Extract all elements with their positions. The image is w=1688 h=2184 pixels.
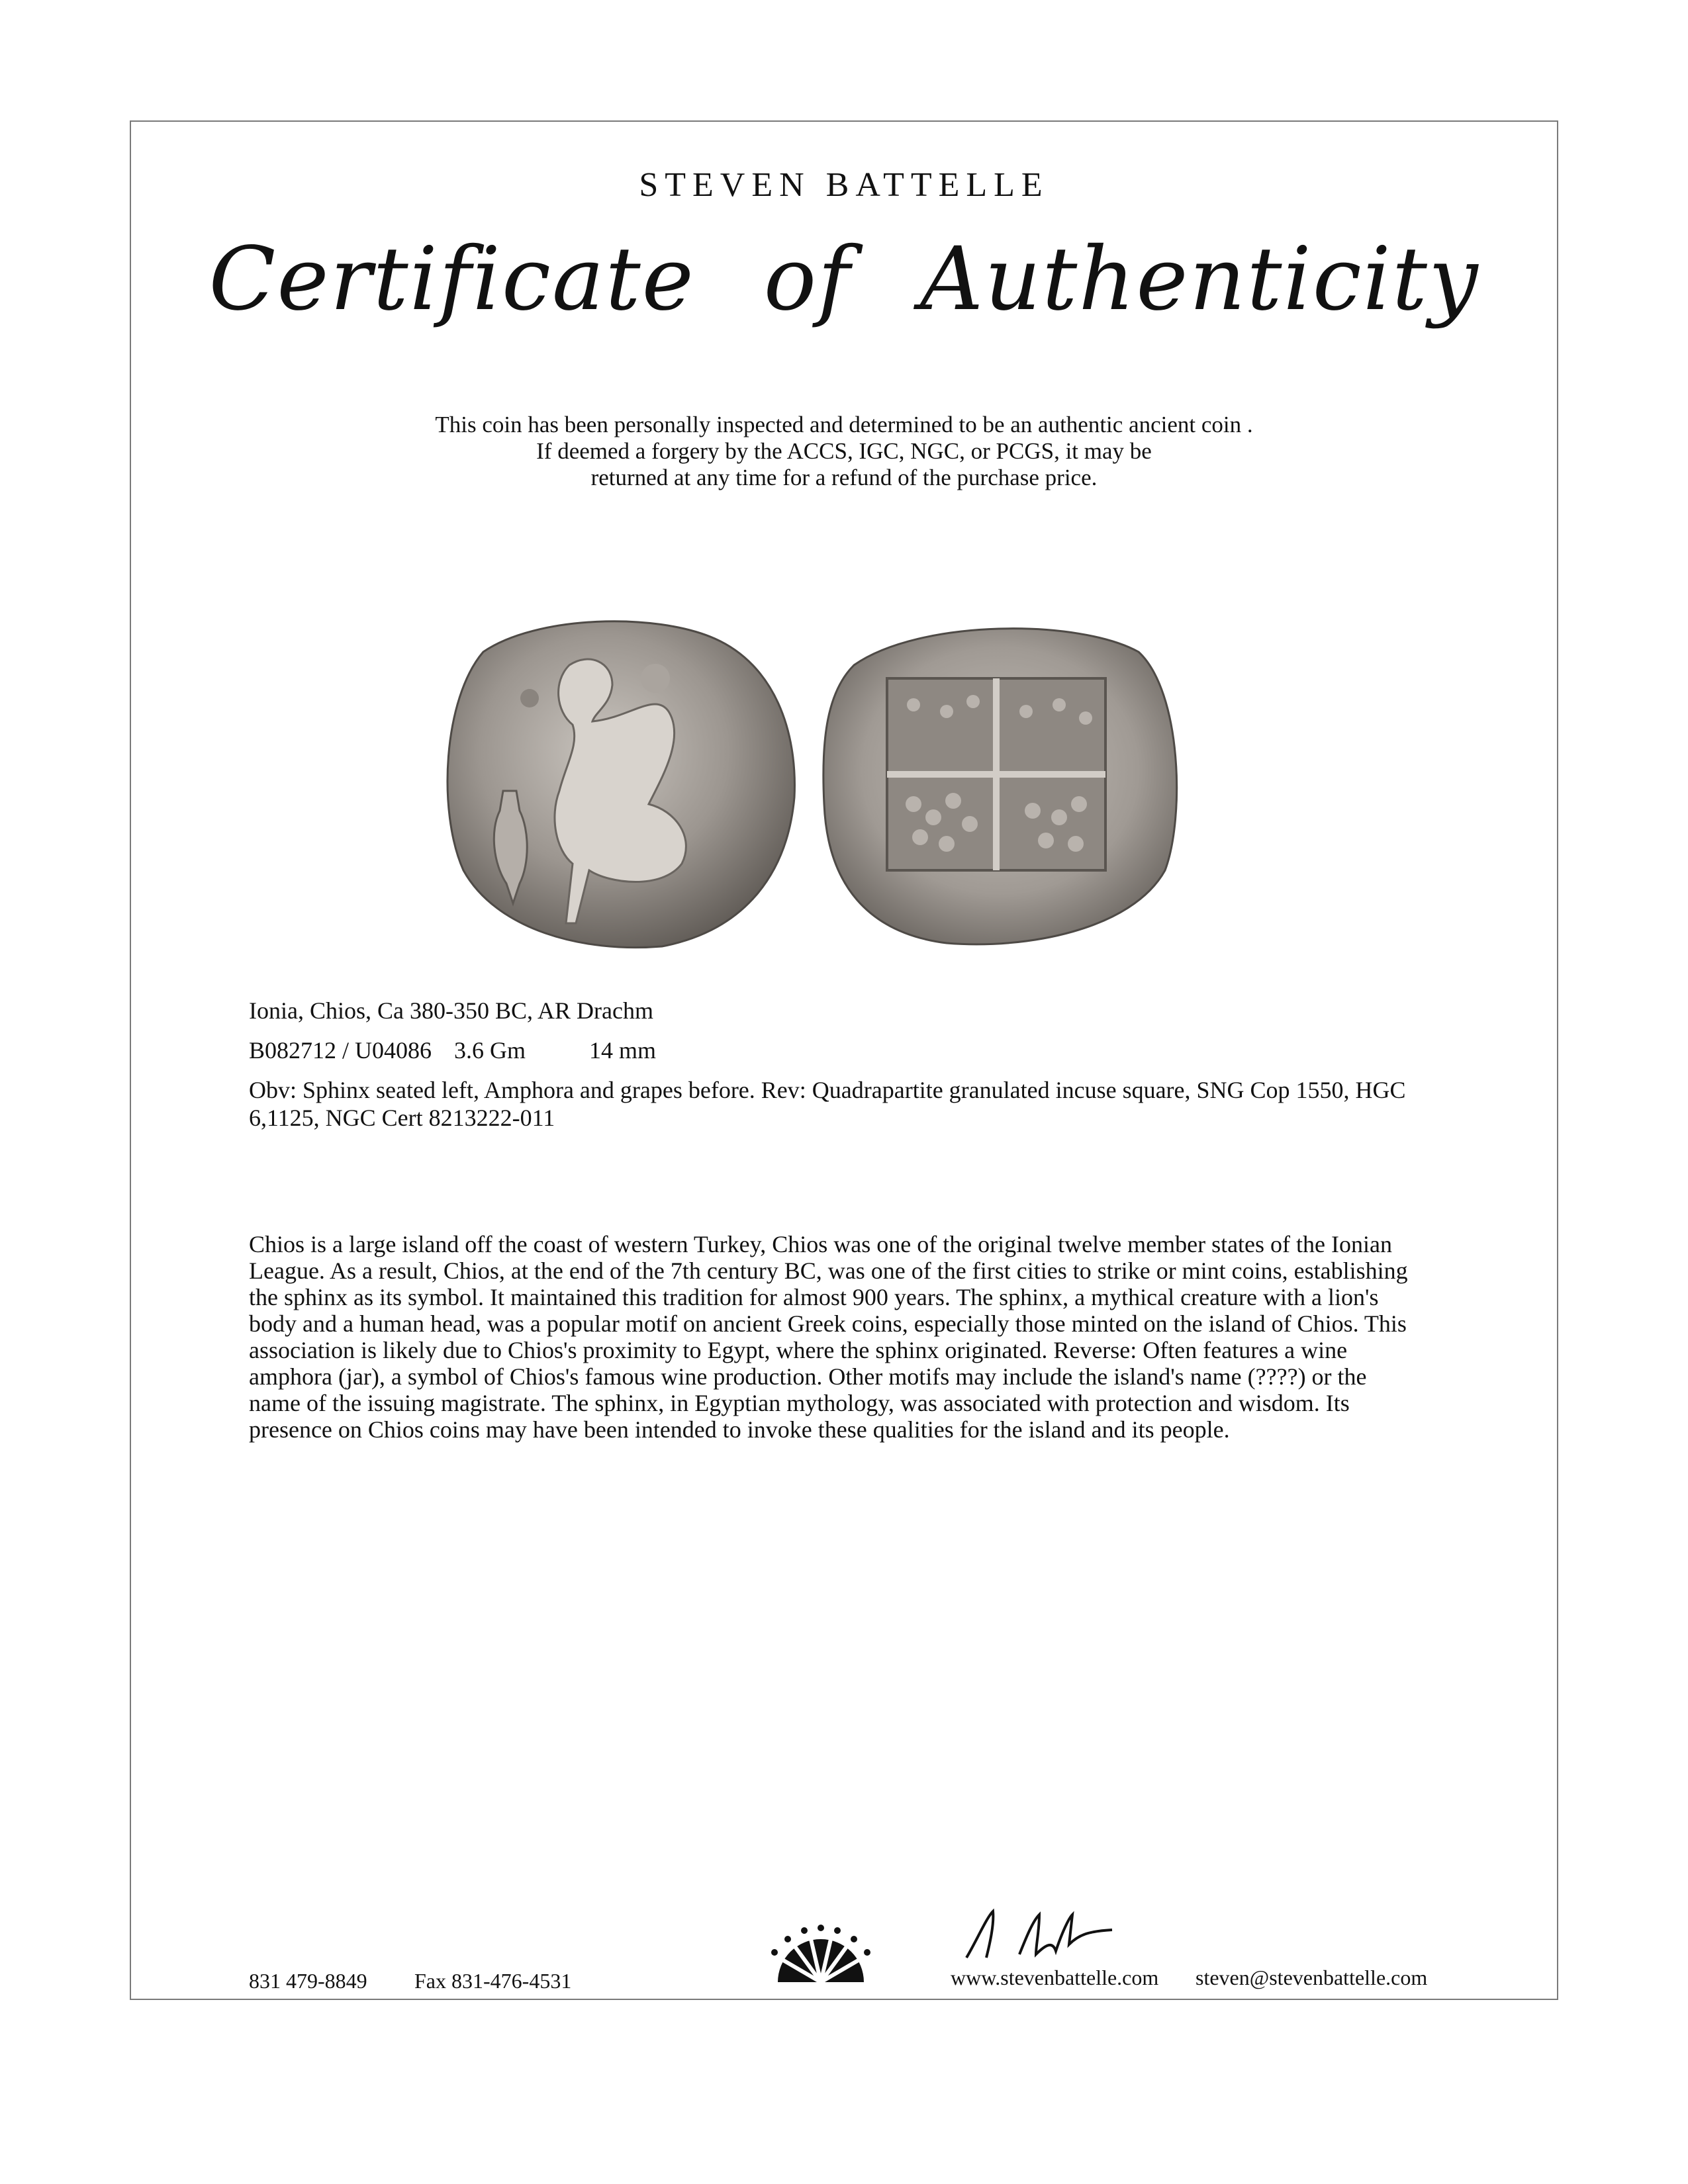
footer-website[interactable]: www.stevenbattelle.com bbox=[951, 1966, 1159, 1989]
footer-email[interactable]: steven@stevenbattelle.com bbox=[1196, 1966, 1428, 1989]
sunburst-logo-icon bbox=[765, 1923, 877, 1989]
brand-name: STEVEN BATTELLE bbox=[639, 166, 1049, 204]
coin-history: Chios is a large island off the coast of western Turkey, Chios was one of the original twelve member states of the Ionian League. As a result, Chios, at the end of the 7th century BC, was one of the first cities to strike or mint coins, establishing the sphinx as its symbol. It maintained this tradition for almost 900 years. The sphinx, a mythical creature with a lion's body and a human head, was a popular motif on ancient Greek coins, especially those minted on the island of Chios. This association is likely due to Chios's proximity to Egypt, where the sphinx originated. Reverse: Often features a wine amphora (jar), a symbol of Chios's famous wine production. Other motifs may include the island's name (????) or the name of the issuing magistrate. The sphinx, in Egyptian mythology, was associated with protection and wisdom. Its presence on Chios coins may have been intended to invoke these qualities for the island and its people. bbox=[249, 1231, 1408, 1443]
coin-title: Ionia, Chios, Ca 380-350 BC, AR Drachm bbox=[249, 997, 653, 1024]
signature-icon bbox=[947, 1905, 1119, 1971]
coin-weight: 3.6 Gm bbox=[454, 1037, 526, 1064]
coin-diameter: 14 mm bbox=[589, 1037, 657, 1064]
coin-obverse-image bbox=[437, 612, 798, 950]
disclaimer-line-2: If deemed a forgery by the ACCS, IGC, NGC, or PCGS, it may be bbox=[536, 438, 1152, 464]
disclaimer-line-1: This coin has been personally inspected and determined to be an authentic ancient coin . bbox=[435, 412, 1253, 437]
coin-inventory-line bbox=[249, 1036, 1427, 1064]
disclaimer-line-3: returned at any time for a refund of the purchase price. bbox=[590, 465, 1098, 490]
coin-images bbox=[0, 606, 1688, 950]
footer-fax: Fax 831-476-4531 bbox=[414, 1969, 572, 1993]
sphinx-coin-icon bbox=[437, 612, 798, 950]
coin-inventory: B082712 / U04086 bbox=[249, 1037, 432, 1064]
coin-description: Obv: Sphinx seated left, Amphora and grapes before. Rev: Quadrapartite granulated incuse square, SNG Cop 1550, HGC 6,1125, NGC Cert 8213222-011 bbox=[249, 1077, 1406, 1131]
coin-details bbox=[249, 997, 1427, 1144]
incuse-square-coin-icon bbox=[814, 619, 1185, 946]
disclaimer bbox=[0, 412, 1688, 491]
footer-phone: 831 479-8849 bbox=[249, 1969, 367, 1993]
coin-reverse-image bbox=[814, 619, 1185, 946]
certificate-title: Certificate of Authenticity bbox=[209, 228, 1479, 330]
